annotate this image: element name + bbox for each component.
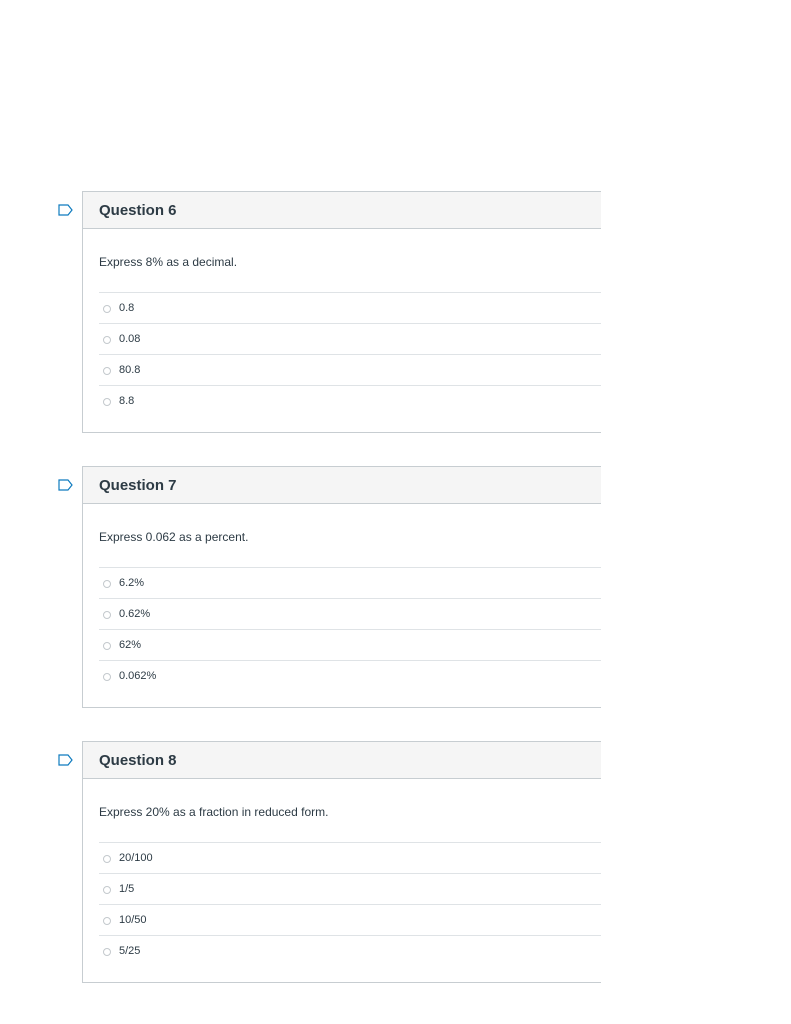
question-card-6 xyxy=(82,191,601,433)
answer-label[interactable]: 20/100 xyxy=(119,852,153,864)
answer-option[interactable] xyxy=(99,598,601,629)
answer-label[interactable]: 0.062% xyxy=(119,670,157,682)
answer-option[interactable] xyxy=(99,629,601,660)
answer-label[interactable]: 62% xyxy=(119,639,142,651)
answer-label[interactable]: 0.08 xyxy=(119,333,141,345)
answer-list xyxy=(99,842,601,966)
question-title: Question 7 xyxy=(99,476,177,494)
question-text: Express 8% as a decimal. xyxy=(99,255,238,269)
answer-option[interactable] xyxy=(99,904,601,935)
question-title: Question 6 xyxy=(99,201,177,219)
question-header xyxy=(83,742,601,779)
radio-button[interactable] xyxy=(103,336,111,344)
answer-option[interactable] xyxy=(99,385,601,416)
answer-label[interactable]: 0.62% xyxy=(119,608,151,620)
radio-button[interactable] xyxy=(103,886,111,894)
answer-option[interactable] xyxy=(99,660,601,691)
answer-option[interactable] xyxy=(99,935,601,966)
flag-question-icon[interactable] xyxy=(58,204,74,216)
question-title: Question 8 xyxy=(99,751,177,769)
flag-question-icon[interactable] xyxy=(58,754,74,766)
radio-button[interactable] xyxy=(103,611,111,619)
answer-label[interactable]: 1/5 xyxy=(119,883,135,895)
question-text: Express 20% as a fraction in reduced form. xyxy=(99,805,329,819)
question-card-8 xyxy=(82,741,601,983)
radio-button[interactable] xyxy=(103,642,111,650)
radio-button[interactable] xyxy=(103,948,111,956)
radio-button[interactable] xyxy=(103,398,111,406)
radio-button[interactable] xyxy=(103,855,111,863)
answer-label[interactable]: 8.8 xyxy=(119,395,135,407)
answer-list xyxy=(99,567,601,691)
answer-label[interactable]: 6.2% xyxy=(119,577,145,589)
question-header xyxy=(83,467,601,504)
answer-label[interactable]: 80.8 xyxy=(119,364,141,376)
radio-button[interactable] xyxy=(103,917,111,925)
answer-option[interactable] xyxy=(99,842,601,873)
answer-label[interactable]: 5/25 xyxy=(119,945,141,957)
answer-option[interactable] xyxy=(99,323,601,354)
question-text: Express 0.062 as a percent. xyxy=(99,530,249,544)
radio-button[interactable] xyxy=(103,580,111,588)
question-card-7 xyxy=(82,466,601,708)
answer-option[interactable] xyxy=(99,354,601,385)
answer-option[interactable] xyxy=(99,873,601,904)
answer-label[interactable]: 10/50 xyxy=(119,914,147,926)
radio-button[interactable] xyxy=(103,305,111,313)
question-header xyxy=(83,192,601,229)
answer-option[interactable] xyxy=(99,567,601,598)
answer-list xyxy=(99,292,601,416)
answer-option[interactable] xyxy=(99,292,601,323)
flag-question-icon[interactable] xyxy=(58,479,74,491)
radio-button[interactable] xyxy=(103,367,111,375)
answer-label[interactable]: 0.8 xyxy=(119,302,135,314)
radio-button[interactable] xyxy=(103,673,111,681)
